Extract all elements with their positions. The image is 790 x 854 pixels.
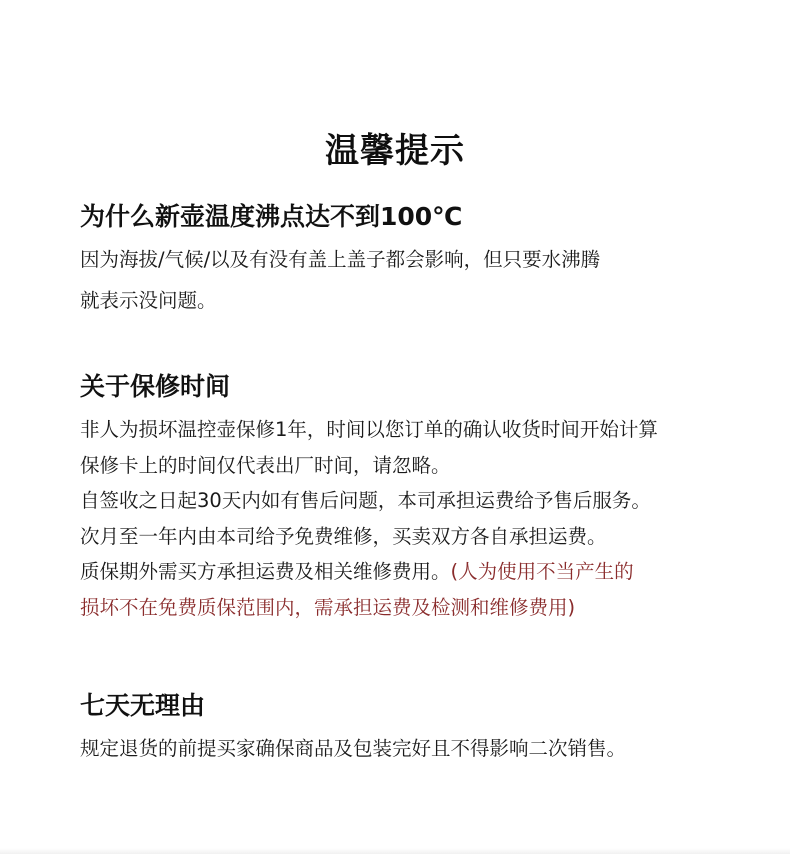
body-line: 规定退货的前提买家确保商品及包装完好且不得影响二次销售。 (80, 737, 627, 760)
section-body-seven-day-return (80, 731, 760, 767)
body-line: 就表示没问题。 (80, 288, 217, 312)
warning-note: (人为使用不当产生的 (450, 560, 634, 583)
section-seven-day-return (80, 689, 760, 767)
body-line: 保修卡上的时间仅代表出厂时间，请忽略。 (80, 453, 451, 477)
body-text: 质保期外需买方承担运费及相关维修费用。 (80, 560, 451, 583)
footer-divider (0, 848, 790, 854)
body-line: 自签收之日起30天内如有售后问题，本司承担运费给予售后服务。 (80, 489, 651, 512)
section-warranty (80, 370, 760, 625)
section-heading-seven-day-return: 七天无理由 (80, 691, 206, 720)
section-boiling-point (80, 200, 760, 318)
body-line-with-note (80, 554, 760, 590)
section-heading-boiling-point: 为什么新壶温度沸点达不到100℃ (80, 202, 463, 231)
section-body-warranty (80, 412, 760, 625)
section-heading-warranty: 关于保修时间 (80, 372, 231, 401)
warning-note-line: 损坏不在免费质保范围内，需承担运费及检测和维修费用) (80, 595, 576, 619)
body-line: 因为海拔/气候/以及有没有盖上盖子都会影响，但只要水沸腾 (80, 248, 601, 271)
page-title: 温馨提示 (325, 130, 465, 171)
body-line: 非人为损坏温控壶保修1年，时间以您订单的确认收货时间开始计算 (80, 418, 658, 441)
body-line: 次月至一年内由本司给予免费维修，买卖双方各自承担运费。 (80, 524, 607, 548)
section-body-boiling-point (80, 242, 760, 318)
